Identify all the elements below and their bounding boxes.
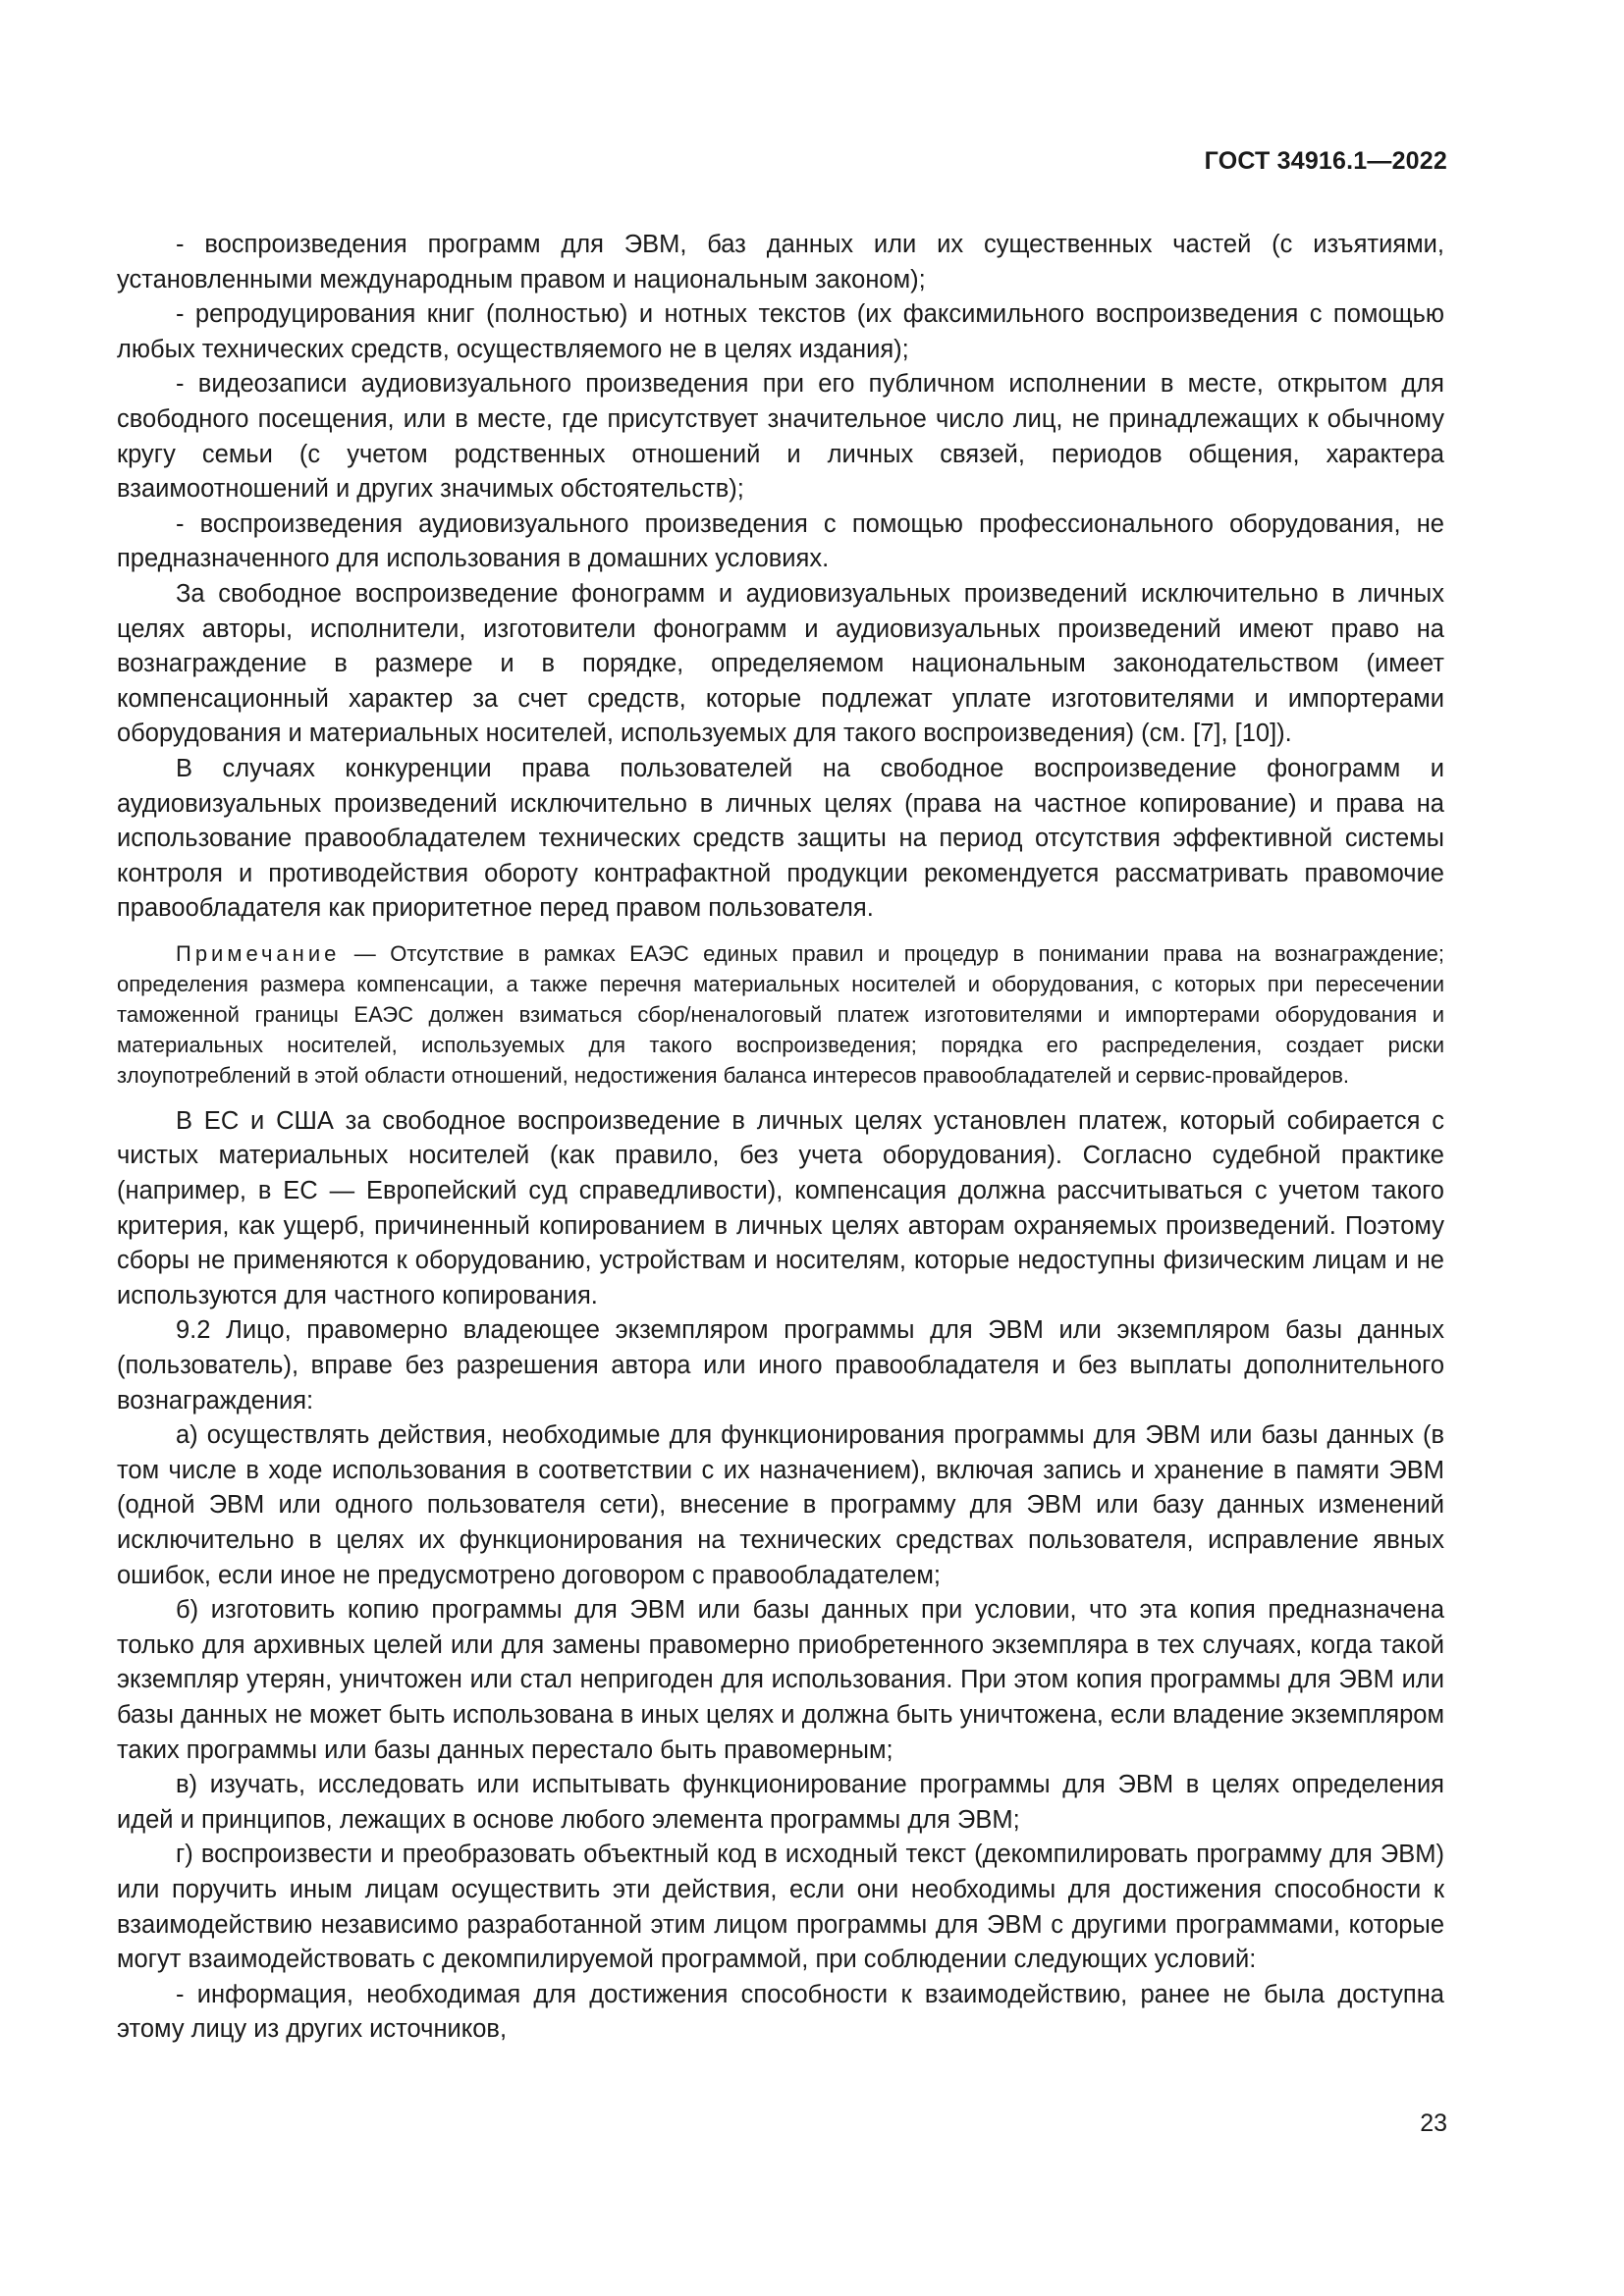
note [117,938,1444,1091]
paragraph: 9.2 Лицо, правомерно владеющее экземпляром программы для ЭВМ или экземпляром базы данных (пользователь), вправе без разрешения автора или иного правообладателя и без выплаты дополнительного вознаграждения: [117,1316,1444,1415]
paragraph: в) изучать, исследовать или испытывать функционирование программы для ЭВМ в целях определения идей и принципов, лежащих в основе любого элемента программы для ЭВМ; [117,1771,1444,1834]
paragraph: г) воспроизвести и преобразовать объектный код в исходный текст (декомпилировать программу для ЭВМ) или поручить иным лицам осуществить эти действия, если они необходимы для достижения способности к взаимодействию независимо разработанной этим лицом программы для ЭВМ с другими программами, которые могут взаимодействовать с декомпилируемой программой, при соблюдении следующих условий: [117,1841,1444,1974]
paragraph: - воспроизведения программ для ЭВМ, баз данных или их существенных частей (с изъятиями, установленными международным правом и национальным законом); [117,231,1444,294]
body-text [117,228,1444,2048]
paragraph: За свободное воспроизведение фонограмм и аудиовизуальных произведений исключительно в личных целях авторы, исполнители, изготовители фонограмм и аудиовизуальных произведений имеют право на вознаграждение в размере и в порядке, определяемом национальным законодательством (имеет компенсационный характер за счет средств, которые подлежат уплате изготовителями и импортерами оборудования и материальных носителей, используемых для такого воспроизведения) (см. [7], [10]). [117,579,1444,748]
note-text: — Отсутствие в рамках ЕАЭС единых правил и процедур в понимании права на вознаграждение; определения размера компенсации, а также перечня материальных носителей и оборудования, с которых при пересечении таможенной границы ЕАЭС должен взиматься сбор/неналоговый платеж изготовителями и импортерами оборудования и материальных носителей, используемых для такого воспроизведения; порядка его распределения, создает риски злоупотреблений в этой области отношений, недостижения баланса интересов правообладателей и сервис-провайдеров. [117,940,1444,1088]
paragraph: В ЕС и США за свободное воспроизведение в личных целях установлен платеж, который собирается с чистых материальных носителей (как правило, без учета оборудования). Согласно судебной практике (например, в ЕС — Европейский суд справедливости), компенсация должна рассчитываться с учетом такого критерия, как ущерб, причиненный копированием в личных целях авторам охраняемых произведений. Поэтому сборы не применяются к оборудованию, устройствам и носителям, которые недоступны физическим лицам и не используются для частного копирования. [117,1106,1444,1309]
paragraph: - видеозаписи аудиовизуального произведения при его публичном исполнении в месте, открытом для свободного посещения, или в месте, где присутствует значительное число лиц, не принадлежащих к обычному кругу семьи (с учетом родственных отношений и личных связей, периодов общения, характера взаимоотношений и других значимых обстоятельств); [117,370,1444,504]
page-number: 23 [1420,2109,1447,2137]
paragraph: - репродуцирования книг (полностью) и нотных текстов (их факсимильного воспроизведения с помощью любых технических средств, осуществляемого не в целях издания); [117,300,1444,363]
page-header: ГОСТ 34916.1—2022 [1204,147,1447,175]
paragraph: - информация, необходимая для достижения способности к взаимодействию, ранее не была доступна этому лицу из других источников, [117,1980,1444,2044]
paragraph: В случаях конкуренции права пользователей на свободное воспроизведение фонограмм и аудиовизуальных произведений исключительно в личных целях (права на частное копирование) и права на использование правообладателем технических средств защиты на период отсутствия эффективной системы контроля и противодействия обороту контрафактной продукции рекомендуется рассматривать правомочие правообладателя как приоритетное перед правом пользователя. [117,754,1444,923]
paragraph: - воспроизведения аудиовизуального произведения с помощью профессионального оборудования, не предназначенного для использования в домашних условиях. [117,509,1444,573]
paragraph: б) изготовить копию программы для ЭВМ или базы данных при условии, что эта копия предназначена только для архивных целей или для замены правомерно приобретенного экземпляра в тех случаях, когда такой экземпляр утерян, уничтожен или стал непригоден для использования. При этом копия программы для ЭВМ или базы данных не может быть использована в иных целях и должна быть уничтожена, если владение экземпляром таких программы или базы данных перестало быть правомерным; [117,1596,1444,1764]
note-label: Примечание [176,940,341,966]
paragraph: а) осуществлять действия, необходимые для функционирования программы для ЭВМ или базы данных (в том числе в ходе использования в соответствии с их назначением), включая запись и хранение в памяти ЭВМ (одной ЭВМ или одного пользователя сети), внесение в программу для ЭВМ или базу данных изменений исключительно в целях их функционирования на технических средствах пользователя, исправление явных ошибок, если иное не предусмотрено договором с правообладателем; [117,1421,1444,1589]
